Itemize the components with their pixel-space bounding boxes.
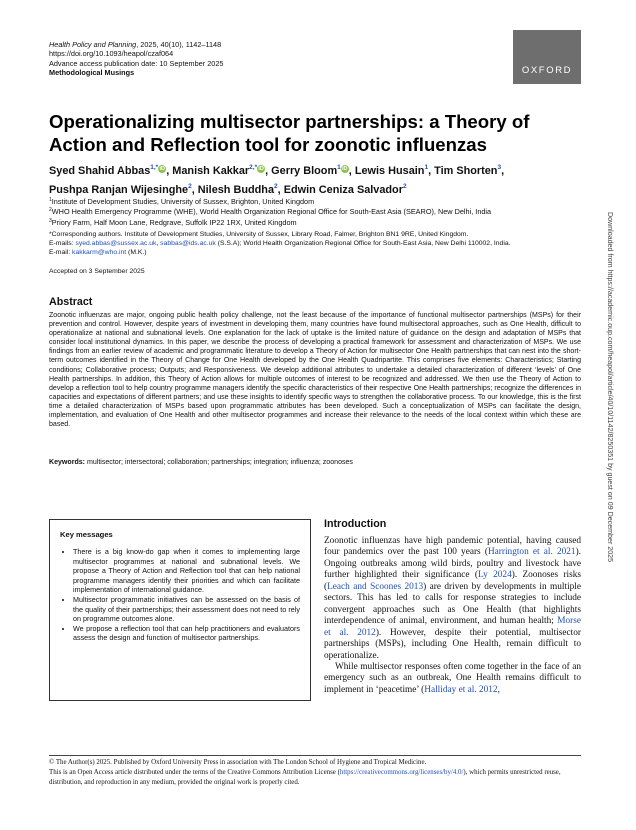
publisher-logo-text: OXFORD [521, 65, 573, 76]
citation: , 2025, 40(10), 1142–1148 [136, 40, 222, 49]
orcid-icon[interactable]: iD [159, 166, 165, 172]
author-separator: , [428, 165, 435, 177]
journal-citation [49, 40, 479, 49]
key-messages-list [60, 547, 300, 643]
author-affiliation-marker: 1,* [150, 164, 159, 171]
key-message-item: • Multisector programmatic initiatives can be assessed on the basis of the quality of their partnerships; their assessment does not need to rely on programme outcomes alone. [73, 595, 300, 624]
article-section: Methodological Musings [49, 68, 135, 78]
copyright-footer [49, 758, 581, 788]
key-message-item: • We propose a reflection tool that can help practitioners and evaluators assess the design and function of multisector partnerships. [73, 624, 300, 643]
author-affiliation-marker: 1 [424, 164, 429, 171]
affiliation-3: $^3$Priory Farm, Half Moon Lane, Redgrave, Suffolk IP22 1RX, United Kingdom [49, 217, 297, 227]
intro-paragraph-1: Zoonotic influenzas have high pandemic potential, having caused four pandemics over the past 100 years (Harrington et al. 2021). Ongoing outbreaks among wild birds, poultry and livestock have further highlighted their significance (Ly 2024). Zoonoses risks (Leach and Scoones 2013) are driven by developments in multiple sectors. This has led to calls for response strategies to include convergent approaches such as One Health (that highlights interdependence of animal, environment, and human health; Morse et al. 2012). However, despite their potential, multisector partnerships (MSPs), including One Health, remain difficult to operationalize. [324, 536, 582, 661]
email-link-2[interactable]: sabbas@ids.ac.uk [160, 240, 216, 248]
correspondence-emails: E-mails: syed.abbas@sussex.ac.uk, sabbas@ids.ac.uk (S.S.A); World Health Organization Regional Office for South-East Asia, New Delhi 110002, India. [49, 240, 511, 248]
citation-link[interactable]: Morse et al. 2012 [324, 616, 581, 638]
email-link-1[interactable]: syed.abbas@sussex.ac.uk [75, 240, 157, 248]
footer-divider [49, 755, 581, 756]
author-separator: , [501, 165, 505, 177]
email-link-3[interactable]: kakkarm@who.int [72, 249, 127, 257]
author-affiliation-marker: 2 [402, 183, 407, 190]
author-separator: , [191, 184, 198, 196]
author-name[interactable]: Gerry Bloom [271, 165, 338, 177]
author-affiliation-marker: 2 [188, 183, 192, 190]
author-affiliation-marker: 2,* [249, 164, 258, 171]
author-list [49, 160, 589, 198]
license-link[interactable]: https://creativecommons.org/licenses/by/4.0/ [339, 768, 464, 776]
key-messages-heading: Key messages [60, 530, 113, 539]
citation-link[interactable]: Ly 2024 [477, 570, 512, 581]
orcid-icon[interactable]: iD [342, 166, 348, 172]
orcid-icon[interactable]: iD [258, 166, 264, 172]
key-message-item: • There is a big know-do gap when it comes to implementing large multisector programmes at national and subnational levels. We propose a Theory of Action and Reflection tool that can help national programme managers identify their priorities and which can facilitate implementation of international guidance. [73, 547, 300, 595]
advance-access-date: Advance access publication date: 10 September 2025 [49, 58, 224, 68]
author-separator: , [166, 165, 173, 177]
author-name[interactable]: Lewis Husain [354, 165, 425, 177]
license-line: This is an Open Access article distributed under the terms of the Creative Commons Attribution License (https://creativecommons.org/licenses/by/4.0/), which permits unrestricted reuse, distribution, and reproduction in any medium, provided the original work is properly cited. [49, 768, 561, 786]
author-separator: , [348, 165, 355, 177]
doi-link[interactable]: https://doi.org/10.1093/heapol/czaf064 [49, 49, 174, 59]
author-name[interactable]: Nilesh Buddha [197, 184, 275, 196]
journal-name: Health Policy and Planning [49, 40, 137, 49]
citation-link[interactable]: Leach and Scoones 2013 [327, 581, 424, 592]
keywords-list: multisector; intersectoral; collaboration; partnerships; integration; influenza; zoonoses [85, 459, 353, 466]
author-separator: , [265, 165, 272, 177]
correspondence-email-2: E-mail: kakkarm@who.int (M.K.) [49, 249, 147, 257]
abstract-text: Zoonotic influenzas are major, ongoing public health policy challenge, not the least because of the importance of functional multisector partnerships (MSPs) for their prevention and control. However, despite years of investment in developing them, many countries have found multisectoral approaches, such as One Health, difficult to operationalize at national and subnational levels. One explanation for the lack of uptake is the limited nature of guidance on the design and adaptation of MSPs that consider local institutional dynamics. In this paper, we describe the process of developing a practical framework for assessment and characterization of MSPs. We use findings from an earlier review of academic and programmatic literature to develop a Theory of Action for multisector One Health partnerships that can nest into the short-term outcomes identified in the Theory of Change for One Health developed by the One Health Quadripartite. This comprises five elements: Characteristics; Starting conditions; Collaborative process; Outputs; and Responsiveness. We develop additional attributes to undertake a detailed characterization of different ‘levels’ of One Health partnerships. In addition, this Theory of Action allows for multiple outcomes of interest to be recognized and addressed. We then use the Theory of Action to develop a reflection tool to help country programme managers identify the specific characteristics of their respective One Health partnerships; recognize the differences in capacities and expectations of different partners; and use these insights to identify specific ways to strengthen the collaborative process. To our knowledge, this is the first time a detailed characterization of MSPs based upon programmatic attributes has been developed. Such a conceptualization of MSPs can facilitate the design, implementation, and evaluation of One Health and other multisector programmes and increase their relevance to the needs of the local context within which these are based. [49, 312, 581, 429]
keywords-label: Keywords: [49, 459, 86, 466]
article-header [49, 40, 479, 78]
download-watermark: Downloaded from https://academic.oup.com/heapol/article/40/10/1142/8250351 by guest on 09 December 2025 [606, 212, 614, 563]
author-affiliation-marker: 1 [337, 164, 341, 171]
correspondence [49, 230, 589, 258]
author-name[interactable]: Syed Shahid Abbas [49, 165, 151, 177]
author-name[interactable]: Tim Shorten [434, 165, 498, 177]
intro-paragraph-2: While multisector responses often come together in the face of an emergency such as an outbreak, One Health remains difficult to implement in ‘peacetime’ (Halliday et al. 2012, [324, 661, 581, 695]
author-name[interactable]: Pushpa Ranjan Wijesinghe [49, 184, 189, 196]
abstract-heading: Abstract [49, 296, 93, 308]
author-name[interactable]: Manish Kakkar [172, 165, 250, 177]
introduction-heading: Introduction [324, 518, 387, 530]
affiliation-1: $^1$Institute of Development Studies, University of Sussex, Brighton, United Kingdom [49, 197, 315, 206]
article-title: Operationalizing multisector partnerships: a Theory of Action and Reflection tool for zoonotic influenzas [49, 111, 530, 155]
accepted-date: Accepted on 3 September 2025 [49, 268, 145, 275]
citation-link[interactable]: Harrington et al. 2021 [487, 547, 576, 558]
keywords [49, 458, 581, 467]
author-affiliation-marker: 2 [274, 183, 278, 190]
author-separator: , [277, 184, 284, 196]
author-affiliation-marker: 3 [497, 164, 502, 171]
publisher-logo [513, 30, 581, 84]
affiliation-2: $^2$WHO Health Emergency Programme (WHE), World Health Organization Regional Office for South-East Asia (SEARO), New Delhi, India [49, 207, 492, 217]
correspondence-address: *Corresponding authors. Institute of Development Studies, University of Sussex, Library Road, Falmer, Brighton BN1 9RE, United Kingdom. [49, 231, 469, 238]
citation-link[interactable]: Halliday et al. 2012 [424, 684, 498, 695]
key-messages-box [49, 519, 311, 701]
author-name[interactable]: Edwin Ceniza Salvador [283, 184, 403, 196]
affiliations [49, 196, 589, 227]
introduction-body [324, 536, 581, 696]
copyright-line: © The Author(s) 2025. Published by Oxford University Press in association with The London School of Hygiene and Tropical Medicine. [49, 759, 427, 766]
